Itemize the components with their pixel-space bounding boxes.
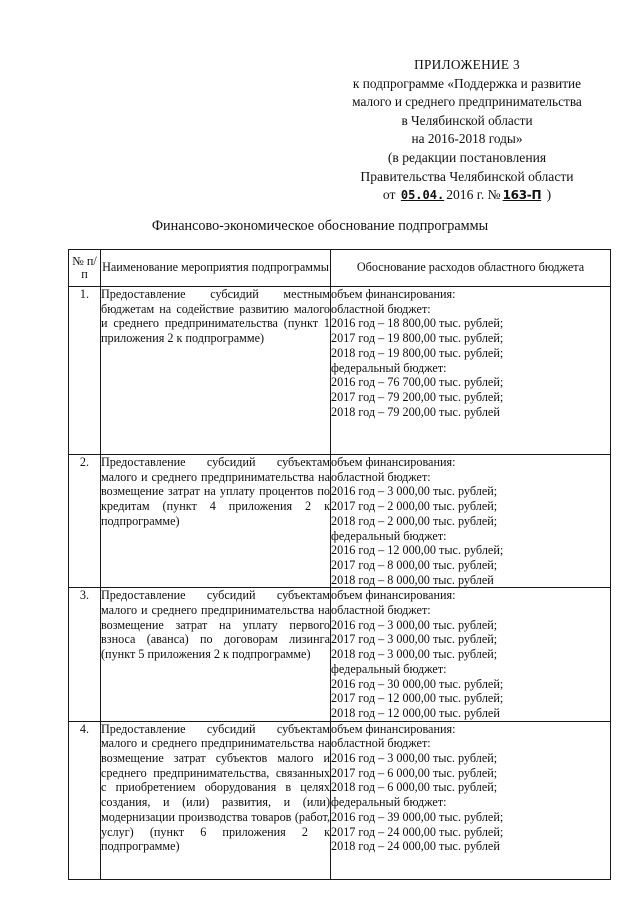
justification-line: 2016 год – 3 000,00 тыс. рублей; <box>331 484 498 499</box>
justification-line: 2018 год – 8 000,00 тыс. рублей <box>331 572 494 587</box>
edition-line: Правительства Челябинской области <box>360 168 574 184</box>
justification-line: 2016 год – 18 800,00 тыс. рублей; <box>331 316 504 331</box>
row-number: 3. <box>69 588 101 721</box>
justification-line: 2018 год – 6 000,00 тыс. рублей; <box>331 780 498 795</box>
justification-line: 2016 год – 12 000,00 тыс. рублей; <box>331 543 504 558</box>
justification-line: объем финансирования: <box>331 455 456 469</box>
justification-line: 2017 год – 79 200,00 тыс. рублей; <box>331 389 504 404</box>
edition-line: (в редакции постановления <box>387 149 547 165</box>
budget-justification <box>331 721 611 879</box>
resolution-reference <box>318 186 616 205</box>
budget-justification <box>331 588 611 721</box>
justification-line: 2017 год – 8 000,00 тыс. рублей; <box>331 557 498 572</box>
justification-line: 2016 год – 3 000,00 тыс. рублей; <box>331 617 498 632</box>
justification-line: федеральный бюджет: <box>331 661 447 676</box>
row-number: 4. <box>69 721 101 879</box>
justification-line: областной бюджет: <box>331 603 431 618</box>
activity-name: Предоставление субсидий местным бюджетам на содействие развитию малого и среднего предпринимательства (пункт 1 приложения 2 к подпрограмме) <box>101 287 331 455</box>
justification-line: 2016 год – 76 700,00 тыс. рублей; <box>331 375 504 390</box>
appendix-line: на 2016-2018 годы» <box>411 131 523 147</box>
justification-line: 2016 год – 39 000,00 тыс. рублей; <box>331 809 504 824</box>
justification-line: 2017 год – 19 800,00 тыс. рублей; <box>331 331 504 346</box>
justification-line: федеральный бюджет: <box>331 528 447 543</box>
justification-line: 2017 год – 24 000,00 тыс. рублей; <box>331 824 504 839</box>
activity-name: Предоставление субсидий субъектам малого и среднего предпринимательства на возмещение затрат на уплату первого взноса (аванса) по договорам лизинга (пункт 5 приложения 2 к подпрограмме) <box>101 588 331 721</box>
justification-line: областной бюджет: <box>331 469 431 484</box>
budget-justification <box>331 287 611 455</box>
justification-line: 2017 год – 6 000,00 тыс. рублей; <box>331 765 498 780</box>
header-name: Наименование мероприятия подпрограммы <box>101 250 331 287</box>
justification-line: областной бюджет: <box>331 301 431 316</box>
justification-line: федеральный бюджет: <box>331 795 447 810</box>
table-row <box>69 588 611 721</box>
header-justification: Обоснование расходов областного бюджета <box>331 250 611 287</box>
justification-line: 2018 год – 19 800,00 тыс. рублей; <box>331 345 504 360</box>
justification-line: 2018 год – 3 000,00 тыс. рублей; <box>331 647 498 662</box>
resolution-number: 163-П <box>502 188 542 203</box>
justification-line: объем финансирования: <box>331 588 456 603</box>
row-number: 2. <box>69 455 101 588</box>
justification-line: объем финансирования: <box>331 287 456 301</box>
resolution-date: 05.04. <box>400 188 445 203</box>
table-header-row <box>69 250 611 287</box>
resolution-year: 2016 г. № <box>446 187 501 203</box>
justification-line: федеральный бюджет: <box>331 360 447 375</box>
from-prefix: от <box>382 187 396 203</box>
justification-line: 2018 год – 12 000,00 тыс. рублей <box>331 705 500 720</box>
appendix-line: малого и среднего предпринимательства <box>352 94 582 110</box>
table-row <box>69 721 611 879</box>
justification-line: областной бюджет: <box>331 736 431 751</box>
appendix-title: ПРИЛОЖЕНИЕ 3 <box>414 57 520 72</box>
appendix-line: в Челябинской области <box>401 112 533 128</box>
table-body <box>69 287 611 880</box>
table-row <box>69 455 611 588</box>
justification-line: 2016 год – 3 000,00 тыс. рублей; <box>331 751 498 766</box>
header-number: № п/п <box>69 250 101 287</box>
justification-line: 2017 год – 3 000,00 тыс. рублей; <box>331 632 498 647</box>
justification-line: 2018 год – 79 200,00 тыс. рублей <box>331 404 500 419</box>
row-number: 1. <box>69 287 101 455</box>
justification-line: 2018 год – 24 000,00 тыс. рублей <box>331 839 500 854</box>
justification-table <box>68 249 611 880</box>
justification-line: 2017 год – 2 000,00 тыс. рублей; <box>331 499 498 514</box>
justification-line: 2016 год – 30 000,00 тыс. рублей; <box>331 676 504 691</box>
budget-justification <box>331 455 611 588</box>
appendix-line: к подпрограмме «Поддержка и развитие <box>352 75 582 91</box>
justification-line: объем финансирования: <box>331 721 456 736</box>
activity-name: Предоставление субсидий субъектам малого и среднего предпринимательства на возмещение затрат субъектов малого и среднего предпринимательства, связанных с приобретением оборудования в целях создания, и (или) развития, и (или) модернизации производства товаров (работ, услуг) (пункт 6 приложения 2 к подпрограмме) <box>101 721 331 879</box>
table-row <box>69 287 611 455</box>
justification-line: 2018 год – 2 000,00 тыс. рублей; <box>331 513 498 528</box>
closing-paren: ) <box>546 187 552 203</box>
justification-line: 2017 год – 12 000,00 тыс. рублей; <box>331 691 504 706</box>
appendix-header <box>318 56 616 205</box>
activity-name: Предоставление субсидий субъектам малого и среднего предпринимательства на возмещение затрат на уплату процентов по кредитам (пункт 4 приложения 2 к подпрограмме) <box>101 455 331 588</box>
document-title: Финансово-экономическое обоснование подпрограммы <box>151 218 489 234</box>
